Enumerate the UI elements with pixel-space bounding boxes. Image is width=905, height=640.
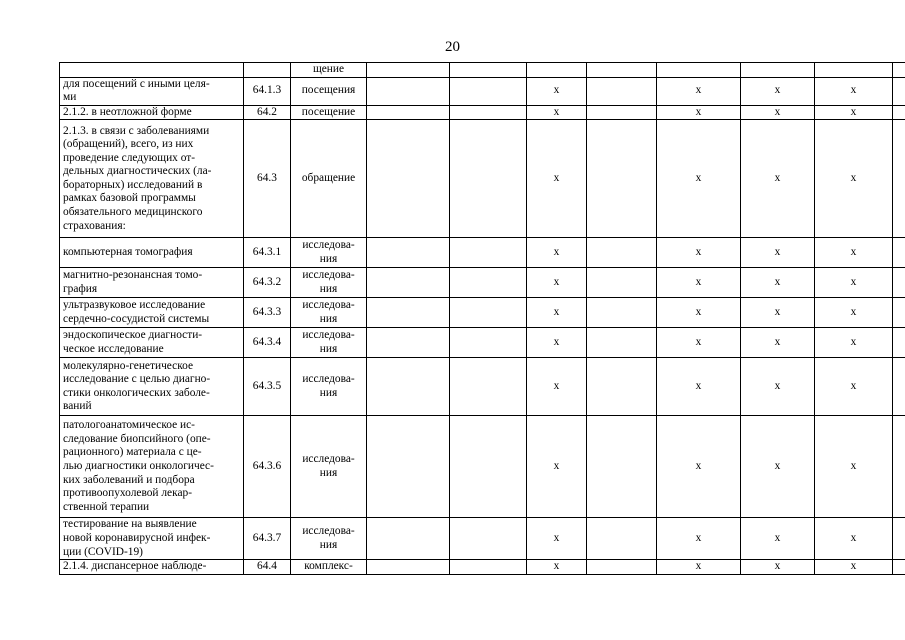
table-row (60, 328, 905, 358)
row-mark-cell (587, 358, 657, 416)
row-mark-cell (587, 105, 657, 120)
row-mark-cell (587, 268, 657, 298)
row-mark-cell (893, 416, 905, 518)
row-name-cell: молекулярно-генетическое исследование с целью диагно- стики онкологических заболе- ваний (60, 358, 244, 416)
row-code-cell: 64.4 (244, 560, 291, 575)
row-unit-cell: посещение (291, 105, 367, 120)
row-mark-cell: x (527, 416, 587, 518)
row-mark-cell: x (527, 560, 587, 575)
row-mark-cell (367, 268, 450, 298)
row-mark-cell: x (657, 120, 741, 238)
row-mark-cell (587, 328, 657, 358)
row-code-cell: 64.1.3 (244, 77, 291, 105)
row-unit-cell: исследова- ния (291, 268, 367, 298)
row-mark-cell (450, 120, 527, 238)
row-mark-cell (367, 120, 450, 238)
row-mark-cell: x (815, 358, 893, 416)
row-mark-cell (893, 63, 905, 78)
row-unit-cell: исследова- ния (291, 518, 367, 560)
row-name-cell: 2.1.2. в неотложной форме (60, 105, 244, 120)
row-name-cell: эндоскопическое диагности- ческое исследование (60, 328, 244, 358)
row-mark-cell: x (527, 120, 587, 238)
row-unit-cell: комплекс- (291, 560, 367, 575)
row-mark-cell (527, 63, 587, 78)
row-mark-cell (367, 298, 450, 328)
table-body (60, 63, 905, 575)
row-mark-cell: x (741, 77, 815, 105)
row-mark-cell (893, 77, 905, 105)
row-mark-cell (367, 238, 450, 268)
row-mark-cell (450, 268, 527, 298)
row-mark-cell: x (657, 268, 741, 298)
row-unit-cell: исследова- ния (291, 328, 367, 358)
table-row (60, 560, 905, 575)
row-mark-cell: x (815, 298, 893, 328)
row-mark-cell: x (657, 518, 741, 560)
row-mark-cell (450, 105, 527, 120)
row-mark-cell (587, 238, 657, 268)
row-mark-cell: x (527, 518, 587, 560)
row-code-cell: 64.3.1 (244, 238, 291, 268)
row-mark-cell: x (657, 105, 741, 120)
row-code-cell (244, 63, 291, 78)
row-code-cell: 64.3.2 (244, 268, 291, 298)
row-mark-cell (815, 63, 893, 78)
row-mark-cell (367, 358, 450, 416)
row-mark-cell: x (657, 358, 741, 416)
row-mark-cell (367, 77, 450, 105)
row-name-cell (60, 63, 244, 78)
row-mark-cell (587, 63, 657, 78)
table-row (60, 518, 905, 560)
row-mark-cell: x (527, 298, 587, 328)
row-mark-cell: x (657, 328, 741, 358)
table-row (60, 416, 905, 518)
row-unit-cell: обращение (291, 120, 367, 238)
row-unit-cell: щение (291, 63, 367, 78)
row-mark-cell: x (815, 560, 893, 575)
row-mark-cell (657, 63, 741, 78)
row-mark-cell (893, 328, 905, 358)
row-unit-cell: исследова- ния (291, 358, 367, 416)
row-mark-cell: x (815, 77, 893, 105)
row-mark-cell: x (527, 358, 587, 416)
row-mark-cell (893, 298, 905, 328)
row-mark-cell (893, 518, 905, 560)
row-name-cell: 2.1.3. в связи с заболеваниями (обращений), всего, из них проведение следующих от- дельных диагностических (ла- бораторных) исследований в рамках базовой программы обязательного медицинского страхования: (60, 120, 244, 238)
row-mark-cell: x (741, 105, 815, 120)
row-mark-cell (450, 358, 527, 416)
row-mark-cell: x (741, 416, 815, 518)
table-row (60, 268, 905, 298)
row-mark-cell (367, 328, 450, 358)
row-mark-cell (450, 328, 527, 358)
row-code-cell: 64.3 (244, 120, 291, 238)
row-code-cell: 64.2 (244, 105, 291, 120)
row-mark-cell: x (657, 560, 741, 575)
row-name-cell: для посещений с иными целя- ми (60, 77, 244, 105)
row-name-cell: ультразвуковое исследование сердечно-сосудистой системы (60, 298, 244, 328)
row-unit-cell: исследова- ния (291, 238, 367, 268)
row-mark-cell (893, 120, 905, 238)
row-mark-cell (587, 560, 657, 575)
row-mark-cell: x (741, 560, 815, 575)
row-mark-cell: x (657, 416, 741, 518)
row-mark-cell (367, 560, 450, 575)
row-mark-cell (587, 120, 657, 238)
row-mark-cell: x (741, 328, 815, 358)
row-unit-cell: исследова- ния (291, 416, 367, 518)
row-name-cell: магнитно-резонансная томо- графия (60, 268, 244, 298)
row-mark-cell: x (741, 518, 815, 560)
table-row (60, 77, 905, 105)
table-row (60, 238, 905, 268)
row-mark-cell: x (657, 77, 741, 105)
row-mark-cell: x (657, 238, 741, 268)
row-mark-cell: x (527, 238, 587, 268)
row-mark-cell (450, 77, 527, 105)
row-mark-cell: x (815, 518, 893, 560)
row-code-cell: 64.3.4 (244, 328, 291, 358)
row-mark-cell: x (815, 105, 893, 120)
row-mark-cell (367, 105, 450, 120)
table-row (60, 105, 905, 120)
row-mark-cell (450, 63, 527, 78)
table-row (60, 298, 905, 328)
row-mark-cell: x (741, 298, 815, 328)
row-mark-cell: x (527, 328, 587, 358)
data-table (59, 62, 905, 575)
row-mark-cell: x (815, 120, 893, 238)
row-mark-cell (367, 518, 450, 560)
row-mark-cell: x (815, 268, 893, 298)
row-mark-cell (367, 63, 450, 78)
row-unit-cell: исследова- ния (291, 298, 367, 328)
row-unit-cell: посещения (291, 77, 367, 105)
page-number: 20 (445, 39, 460, 55)
row-mark-cell (893, 105, 905, 120)
row-mark-cell: x (815, 416, 893, 518)
row-mark-cell (450, 238, 527, 268)
row-mark-cell: x (527, 77, 587, 105)
table-row (60, 120, 905, 238)
row-name-cell: компьютерная томография (60, 238, 244, 268)
row-mark-cell: x (741, 120, 815, 238)
row-mark-cell (450, 298, 527, 328)
row-name-cell: 2.1.4. диспансерное наблюде- (60, 560, 244, 575)
row-code-cell: 64.3.3 (244, 298, 291, 328)
row-code-cell: 64.3.6 (244, 416, 291, 518)
row-mark-cell: x (741, 358, 815, 416)
row-mark-cell: x (815, 238, 893, 268)
row-mark-cell: x (741, 238, 815, 268)
row-mark-cell: x (527, 105, 587, 120)
row-mark-cell: x (657, 298, 741, 328)
row-name-cell: патологоанатомическое ис- следование биопсийного (опе- рационного) материала с це- лью диагностики онкологичес- ких заболеваний и подбора противоопухолевой лекар- ственной терапии (60, 416, 244, 518)
row-code-cell: 64.3.7 (244, 518, 291, 560)
row-mark-cell (587, 77, 657, 105)
row-mark-cell: x (815, 328, 893, 358)
row-code-cell: 64.3.5 (244, 358, 291, 416)
table-row (60, 358, 905, 416)
row-mark-cell (893, 268, 905, 298)
row-mark-cell (450, 518, 527, 560)
row-mark-cell (893, 358, 905, 416)
row-mark-cell (741, 63, 815, 78)
row-mark-cell (587, 518, 657, 560)
row-mark-cell (367, 416, 450, 518)
row-mark-cell (893, 560, 905, 575)
row-mark-cell (893, 238, 905, 268)
row-name-cell: тестирование на выявление новой коронавирусной инфек- ции (COVID-19) (60, 518, 244, 560)
row-mark-cell: x (741, 268, 815, 298)
row-mark-cell: x (527, 268, 587, 298)
row-mark-cell (587, 416, 657, 518)
row-mark-cell (587, 298, 657, 328)
row-mark-cell (450, 560, 527, 575)
row-mark-cell (450, 416, 527, 518)
table-row (60, 63, 905, 78)
